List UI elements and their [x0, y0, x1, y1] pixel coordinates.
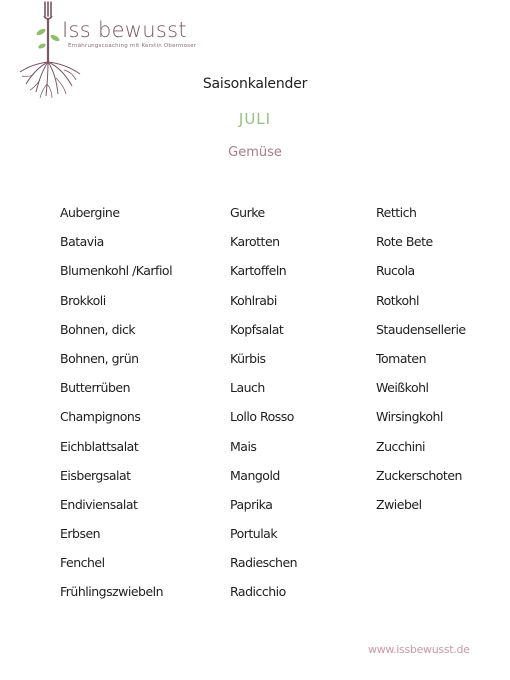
list-item: Rotkohl — [376, 292, 420, 308]
list-item: Kopfsalat — [230, 321, 284, 337]
list-item: Kartoffeln — [230, 263, 287, 279]
list-item: Karotten — [230, 234, 280, 250]
list-item: Mais — [230, 438, 257, 454]
list-item: Eisbergsalat — [60, 467, 131, 483]
list-item: Tomaten — [376, 350, 427, 366]
list-item: Erbsen — [60, 526, 101, 542]
page-title: Saisonkalender — [202, 76, 308, 92]
brand-tagline: Ernährungscoaching mit Kerstin Obermoser — [68, 43, 197, 49]
category-heading: Gemüse — [228, 145, 282, 160]
vegetable-column-1 — [60, 203, 172, 612]
list-item: Batavia — [60, 234, 104, 250]
list-item: Fenchel — [60, 555, 105, 571]
list-item: Champignons — [60, 409, 141, 425]
list-item: Radieschen — [230, 555, 298, 571]
list-item: Lollo Rosso — [230, 409, 294, 425]
list-item: Weißkohl — [376, 380, 429, 396]
vegetable-column-2 — [230, 203, 297, 612]
list-item: Rucola — [376, 263, 415, 279]
vegetable-column-3 — [376, 203, 466, 524]
list-item: Bohnen, dick — [60, 321, 136, 337]
list-item: Endiviensalat — [60, 496, 138, 512]
list-item: Brokkoli — [60, 292, 106, 308]
list-item: Rettich — [376, 205, 417, 220]
list-item: Aubergine — [60, 205, 120, 220]
list-item: Kohlrabi — [230, 292, 277, 308]
list-item: Lauch — [230, 380, 265, 396]
list-item: Butterrüben — [60, 380, 131, 396]
month-heading: JULI — [238, 110, 272, 128]
list-item: Kürbis — [230, 350, 266, 366]
list-item: Zuckerschoten — [376, 467, 462, 483]
list-item: Bohnen, grün — [60, 350, 139, 366]
list-item: Radicchio — [230, 584, 286, 600]
list-item: Mangold — [230, 467, 280, 483]
list-item: Blumenkohl /Karfiol — [60, 263, 173, 279]
list-item: Rote Bete — [376, 234, 433, 250]
brand-name: Iss bewusst — [62, 18, 187, 42]
list-item: Staudensellerie — [376, 321, 466, 337]
list-item: Gurke — [230, 205, 265, 220]
website-link[interactable]: www.issbewusst.de — [368, 643, 470, 656]
list-item: Frühlingszwiebeln — [60, 584, 164, 600]
list-item: Zucchini — [376, 438, 426, 454]
list-item: Wirsingkohl — [376, 409, 443, 425]
list-item: Zwiebel — [376, 496, 422, 512]
list-item: Paprika — [230, 496, 273, 512]
list-item: Portulak — [230, 526, 278, 542]
list-item: Eichblattsalat — [60, 438, 139, 454]
